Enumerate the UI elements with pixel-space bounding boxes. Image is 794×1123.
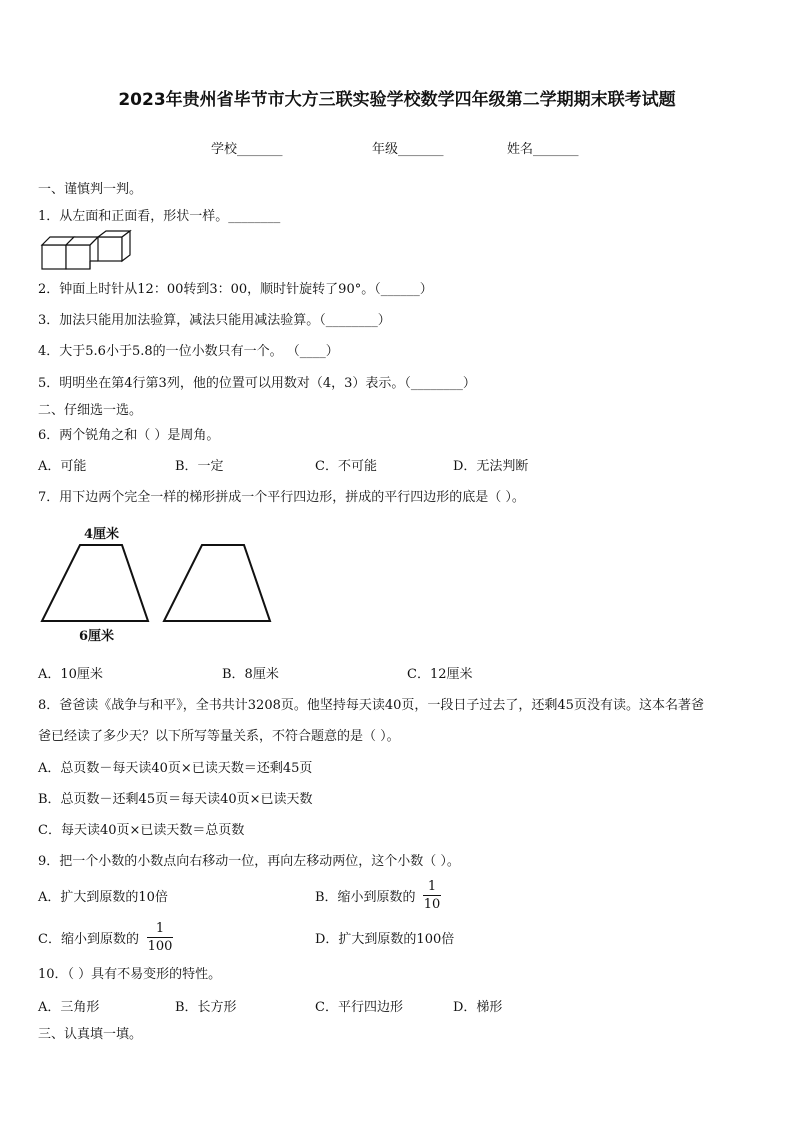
q9-option-b-fraction xyxy=(423,879,441,912)
q6-option-c: C．不可能 xyxy=(315,459,377,474)
cube-figure xyxy=(40,231,130,271)
fraction-denominator: 10 xyxy=(423,897,441,912)
grade-field: 年级_______ xyxy=(372,142,444,157)
page-title: 2023年贵州省毕节市大方三联实验学校数学四年级第二学期期末联考试题 xyxy=(118,90,676,110)
question-4: 4．大于5.6小于5.8的一位小数只有一个。 （____） xyxy=(38,344,339,359)
q8-option-a: A．总页数－每天读40页×已读天数＝还剩45页 xyxy=(38,761,313,776)
section-heading-fill: 三、认真填一填。 xyxy=(38,1027,143,1042)
trapezoid-bottom-label: 6厘米 xyxy=(79,629,115,644)
fraction-numerator: 1 xyxy=(427,879,437,894)
q8-option-b: B．总页数－还剩45页＝每天读40页×已读天数 xyxy=(38,792,313,807)
q9-option-b: B．缩小到原数的 xyxy=(315,890,416,905)
trapezoid-top-label: 4厘米 xyxy=(84,527,120,542)
q7-option-c: C．12厘米 xyxy=(407,667,473,682)
question-5: 5．明明坐在第4行第3列，他的位置可以用数对（4，3）表示。（________） xyxy=(38,376,476,391)
q7-option-a: A．10厘米 xyxy=(38,667,103,682)
fraction-bar xyxy=(147,937,173,938)
question-2: 2．钟面上时针从12：00转到3：00，顺时针旋转了90°。（______） xyxy=(38,282,433,297)
q9-option-a: A．扩大到原数的10倍 xyxy=(38,890,168,905)
q9-option-d: D．扩大到原数的100倍 xyxy=(315,932,455,947)
q10-option-a: A．三角形 xyxy=(38,1000,100,1015)
question-1: 1．从左面和正面看，形状一样。________ xyxy=(38,209,281,224)
question-8-line-1: 8．爸爸读《战争与和平》，全书共计3208页。他坚持每天读40页，一段日子过去了，还剩45页没有读。这本名著爸 xyxy=(38,698,704,713)
q10-option-c: C．平行四边形 xyxy=(315,1000,403,1015)
question-6: 6．两个锐角之和（ ）是周角。 xyxy=(38,428,220,443)
q10-option-b: B．长方形 xyxy=(175,1000,237,1015)
question-10: 10．（ ）具有不易变形的特性。 xyxy=(38,967,222,982)
school-field: 学校_______ xyxy=(211,142,283,157)
question-7: 7．用下边两个完全一样的梯形拼成一个平行四边形，拼成的平行四边形的底是（ ）。 xyxy=(38,490,525,505)
question-9: 9．把一个小数的小数点向右移动一位，再向左移动两位，这个小数（ ）。 xyxy=(38,854,460,869)
trapezoid-figures xyxy=(40,543,280,623)
q9-option-c: C．缩小到原数的 xyxy=(38,932,139,947)
section-heading-choose: 二、仔细选一选。 xyxy=(38,403,143,418)
section-heading-judge: 一、谨慎判一判。 xyxy=(38,182,143,197)
q6-option-a: A．可能 xyxy=(38,459,87,474)
fraction-denominator: 100 xyxy=(147,939,173,954)
fraction-numerator: 1 xyxy=(155,921,165,936)
question-3: 3．加法只能用加法验算，减法只能用减法验算。（________） xyxy=(38,313,391,328)
q9-option-c-fraction xyxy=(147,921,173,954)
q8-option-c: C．每天读40页×已读天数＝总页数 xyxy=(38,823,245,838)
name-field: 姓名_______ xyxy=(507,142,579,157)
q10-option-d: D．梯形 xyxy=(453,1000,503,1015)
q6-option-b: B．一定 xyxy=(175,459,224,474)
q6-option-d: D．无法判断 xyxy=(453,459,529,474)
q7-option-b: B．8厘米 xyxy=(222,667,279,682)
fraction-bar xyxy=(423,895,441,896)
question-8-line-2: 爸已经读了多少天？以下所写等量关系，不符合题意的是（ ）。 xyxy=(38,729,400,744)
